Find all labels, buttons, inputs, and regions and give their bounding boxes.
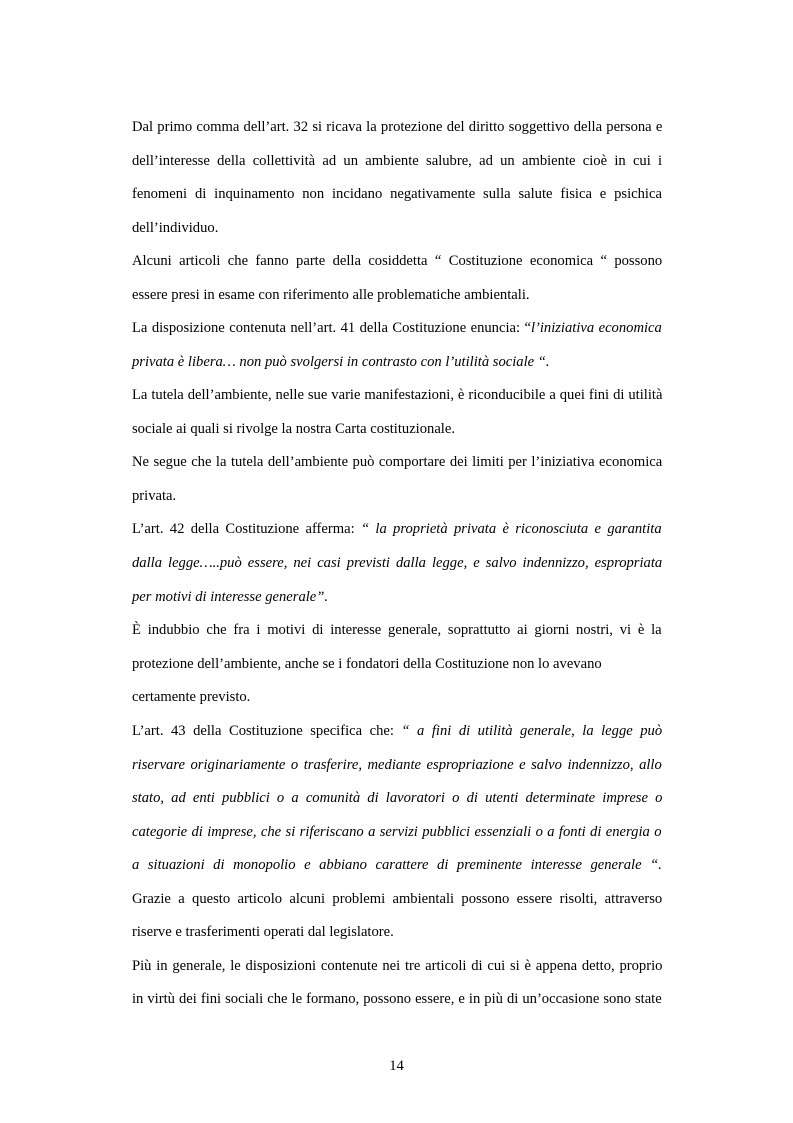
text-line xyxy=(132,152,662,170)
text-line xyxy=(132,185,662,203)
text-line xyxy=(132,789,662,807)
text-segment: Dal primo comma dell’art. 32 si ricava la protezione del diritto soggettivo della persona e xyxy=(132,119,663,135)
text-segment: protezione dell’ambiente, anche se i fondatori della Costituzione non lo avevano xyxy=(132,656,602,672)
page-number: 14 xyxy=(389,1058,404,1074)
text-line xyxy=(132,890,662,908)
text-line xyxy=(132,520,662,538)
text-line xyxy=(132,487,176,505)
text-segment: sociale ai quali si rivolge la nostra Carta costituzionale. xyxy=(132,421,455,437)
italic-quote-segment: per motivi di interesse generale”. xyxy=(132,589,329,605)
text-segment: dell’individuo. xyxy=(132,220,219,236)
italic-quote-segment: privata è libera… non può svolgersi in contrasto con l’utilità sociale “. xyxy=(132,354,550,370)
text-segment: essere presi in esame con riferimento alle problematiche ambientali. xyxy=(132,287,530,303)
text-segment: dell’interesse della collettività ad un ambiente salubre, ad un ambiente cioè in cui i xyxy=(132,153,663,169)
italic-quote-segment: categorie di imprese, che si riferiscano a servizi pubblici essenziali o a fonti di energia o xyxy=(132,824,662,840)
text-line xyxy=(132,286,530,304)
text-line xyxy=(132,252,662,270)
text-segment: riserve e trasferimenti operati dal legislatore. xyxy=(132,924,394,940)
text-segment: Grazie a questo articolo alcuni problemi ambientali possono essere risolti, attraverso xyxy=(132,891,663,907)
italic-quote-segment: stato, ad enti pubblici o a comunità di lavoratori o di utenti determinate imprese o xyxy=(132,790,663,806)
text-line xyxy=(132,688,250,706)
text-segment: È indubbio che fra i motivi di interesse generale, soprattutto ai giorni nostri, vi è la xyxy=(132,622,662,638)
text-line xyxy=(132,823,662,841)
text-segment: L’art. 43 della Costituzione specifica che: xyxy=(132,723,402,739)
text-line xyxy=(132,923,394,941)
text-segment: fenomeni di inquinamento non incidano negativamente sulla salute fisica e psichica xyxy=(132,186,662,202)
text-segment: Ne segue che la tutela dell’ambiente può comportare dei limiti per l’iniziativa economica xyxy=(132,454,663,470)
text-segment: in virtù dei fini sociali che le formano, possono essere, e in più di un’occasione sono state xyxy=(132,991,662,1007)
text-segment: privata. xyxy=(132,488,177,504)
text-line xyxy=(132,554,662,572)
text-segment: La tutela dell’ambiente, nelle sue varie manifestazioni, è riconducibile a quei fini di utilità xyxy=(132,387,663,403)
text-line xyxy=(132,990,662,1008)
italic-quote-segment: “ a fini di utilità generale, la legge può xyxy=(401,723,663,739)
text-line xyxy=(132,219,218,237)
text-segment: La disposizione contenuta nell’art. 41 della Costituzione enuncia: “ xyxy=(132,320,531,336)
italic-quote-segment: l’iniziativa economica xyxy=(530,320,662,336)
italic-quote-segment: dalla legge…..può essere, nei casi previsti dalla legge, e salvo indennizzo, espropriata xyxy=(132,555,663,571)
text-line xyxy=(132,453,662,471)
text-line xyxy=(132,319,662,337)
text-line xyxy=(132,588,328,606)
text-line xyxy=(132,420,455,438)
italic-quote-segment: riservare originariamente o trasferire, mediante espropriazione e salvo indennizzo, allo xyxy=(132,757,662,773)
text-line xyxy=(132,353,550,371)
text-segment: Più in generale, le disposizioni contenute nei tre articoli di cui si è appena detto, proprio xyxy=(132,958,663,974)
text-line xyxy=(132,655,602,673)
text-segment: Alcuni articoli che fanno parte della cosiddetta “ Costituzione economica “ possono xyxy=(132,253,663,269)
text-line xyxy=(132,621,662,639)
text-line xyxy=(132,957,662,975)
text-segment: certamente previsto. xyxy=(132,689,251,705)
text-segment: L’art. 42 della Costituzione afferma: xyxy=(132,521,361,537)
italic-quote-segment: “ la proprietà privata è riconosciuta e garantita xyxy=(360,521,662,537)
text-line xyxy=(132,722,662,740)
text-line xyxy=(132,386,662,404)
text-line xyxy=(132,856,662,874)
text-line xyxy=(132,756,662,774)
text-line xyxy=(132,118,662,136)
italic-quote-segment: a situazioni di monopolio e abbiano carattere di preminente interesse generale “. xyxy=(132,857,662,873)
